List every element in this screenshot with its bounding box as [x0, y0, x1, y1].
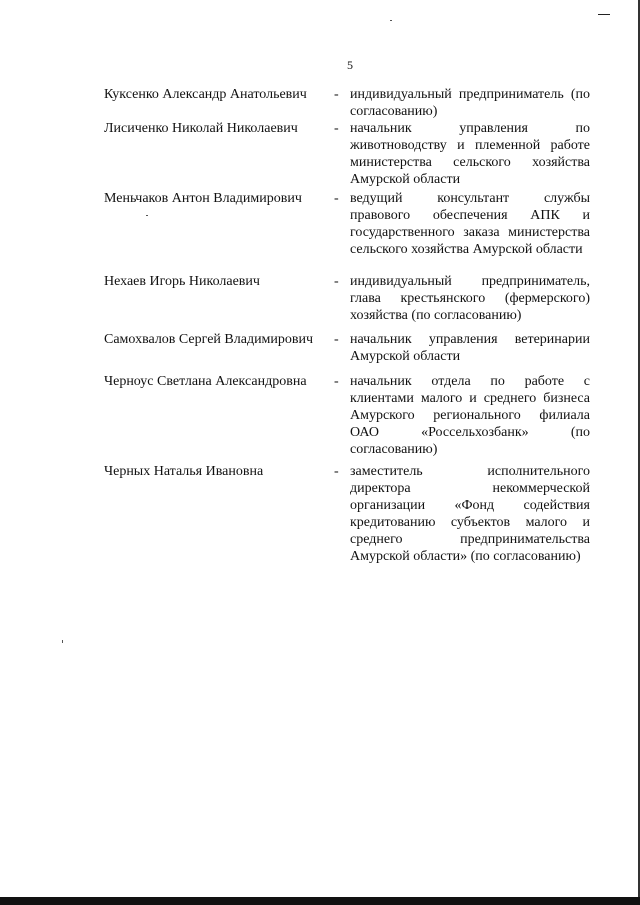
member-dash: -: [334, 332, 339, 347]
scan-speck: [390, 20, 392, 21]
member-dash: -: [334, 191, 339, 206]
member-dash: -: [334, 374, 339, 389]
member-role: начальник управления ветеринарии Амурской области: [350, 332, 590, 364]
member-role: индивидуальный предприниматель (по согласованию): [350, 87, 590, 119]
member-role: ведущий консультант службы правового обеспечения АПК и государственного заказа министерства сельского хозяйства Амурской области: [350, 191, 590, 257]
scan-edge: [0, 897, 640, 905]
scan-speck: [62, 640, 63, 643]
scan-mark: [598, 14, 610, 15]
member-dash: -: [334, 464, 339, 479]
member-dash: -: [334, 87, 339, 102]
member-name: Куксенко Александр Анатольевич: [104, 87, 307, 102]
member-dash: -: [334, 121, 339, 136]
member-name: Лисиченко Николай Николаевич: [104, 121, 298, 136]
member-role: начальник отдела по работе с клиентами малого и среднего бизнеса Амурского регионального филиала ОАО «Россельхозбанк» (по согласованию): [350, 374, 590, 457]
member-role: начальник управления по животноводству и племенной работе министерства сельского хозяйства Амурской области: [350, 121, 590, 187]
member-dash: -: [334, 274, 339, 289]
member-name: Меньчаков Антон Владимирович: [104, 191, 302, 206]
scan-speck: [146, 215, 148, 216]
member-name: Черноус Светлана Александровна: [104, 374, 307, 389]
page-number: 5: [347, 58, 353, 72]
member-name: Черных Наталья Ивановна: [104, 464, 264, 479]
member-role: заместитель исполнительного директора некоммерческой организации «Фонд содействия кредитованию субъектов малого и среднего предпринимательства Амурской области» (по согласованию): [350, 464, 590, 564]
member-name: Нехаев Игорь Николаевич: [104, 274, 260, 289]
member-role: индивидуальный предприниматель, глава крестьянского (фермерского) хозяйства (по согласованию): [350, 274, 590, 323]
member-name: Самохвалов Сергей Владимирович: [104, 332, 314, 347]
